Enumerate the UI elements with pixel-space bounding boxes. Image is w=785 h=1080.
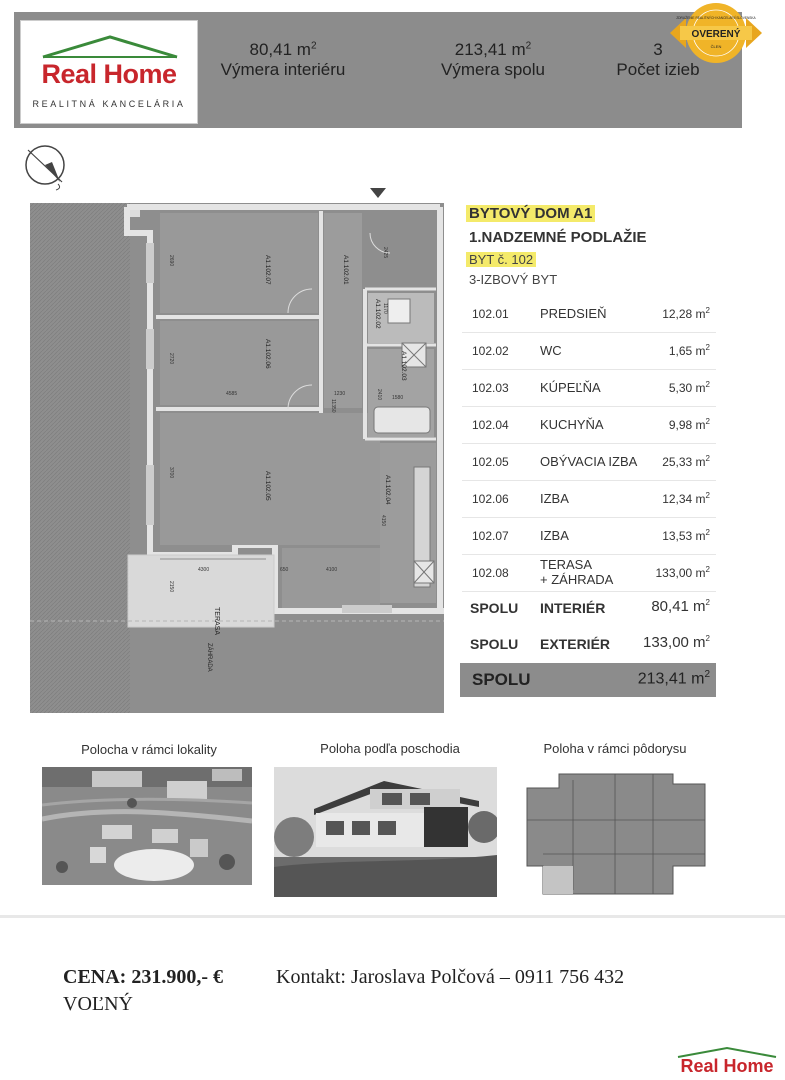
brand-name: Real Home bbox=[41, 59, 177, 89]
locality-aerial-image bbox=[42, 767, 252, 885]
unit-number: BYT č. 102 bbox=[466, 252, 536, 267]
table-row: 102.01 PREDSIEŇ 12,28 $m^2$ bbox=[462, 296, 716, 333]
label-room-102-04: A1.102.04 bbox=[384, 475, 391, 505]
dim-2690: 2690 bbox=[168, 255, 174, 267]
label-room-102-07: A1.102.07 bbox=[264, 255, 271, 285]
label-terrace: TERASA bbox=[213, 607, 220, 636]
label-room-102-03: A1.102.03 bbox=[400, 351, 407, 381]
label-garden: ZÁHRADA bbox=[206, 643, 212, 672]
table-row: 102.02 WC 1,65 $m^2$ bbox=[462, 333, 716, 370]
dim-2150: 2150 bbox=[168, 581, 174, 593]
grand-total-row: SPOLU 213,41 $m^2$ bbox=[460, 663, 716, 697]
unit-type: 3-IZBOVÝ BYT bbox=[469, 272, 558, 287]
label-room-102-02: A1.102.02 bbox=[374, 299, 381, 329]
dim-650: 650 bbox=[280, 567, 289, 573]
table-row: 102.03 KÚPEĽŇA 5,30 $m^2$ bbox=[462, 370, 716, 407]
brand-logo bbox=[20, 20, 198, 124]
dim-4100: 4100 bbox=[326, 567, 338, 573]
badge-small-text: ČLEN bbox=[710, 44, 722, 49]
price-label: CENA: 231.900,- € bbox=[63, 966, 223, 988]
label-room-102-06: A1.102.06 bbox=[264, 339, 271, 369]
roof-icon bbox=[37, 33, 183, 59]
room-table bbox=[462, 296, 716, 592]
floor-location-image bbox=[523, 770, 709, 898]
table-row: 102.04 KUCHYŇA 9,98 $m^2$ bbox=[462, 407, 716, 444]
contact-label: Kontakt: Jaroslava Polčová – 0911 756 432 bbox=[276, 966, 625, 988]
caption-plan: Poloha v rámci pôdorysu bbox=[543, 741, 687, 756]
label-room-102-05: A1.102.05 bbox=[264, 471, 271, 501]
stat-room-count: 3 Počet izieb bbox=[616, 40, 700, 79]
dim-11350: 11350 bbox=[330, 399, 336, 413]
dim-2425: 2425 bbox=[382, 247, 388, 259]
table-row: 102.06 IZBA 12,34 $m^2$ bbox=[462, 481, 716, 518]
brand-subtitle: REALITNÁ KANCELÁRIA bbox=[32, 99, 186, 109]
table-row: 102.08 TERASA + ZÁHRADA 133,00 $m^2$ bbox=[462, 555, 716, 592]
table-row: 102.05 OBÝVACIA IZBA 25,33 $m^2$ bbox=[462, 444, 716, 481]
footer-brand-logo bbox=[672, 1046, 782, 1080]
dim-1170: 1170 bbox=[382, 303, 388, 314]
availability-status: VOĽNÝ bbox=[63, 993, 133, 1015]
total-exterior-row: SPOLU EXTERIÉR 133,00 $m^2$ bbox=[470, 634, 710, 652]
verified-member-badge bbox=[670, 2, 762, 64]
dim-2410: 2410 bbox=[376, 389, 382, 401]
dim-4300: 4300 bbox=[198, 567, 210, 573]
footer-brand-name: Real Home bbox=[680, 1056, 774, 1076]
building-render-image bbox=[274, 767, 497, 897]
dim-1580: 1580 bbox=[392, 395, 404, 401]
badge-ring-text: ZDRUŽENIE REALITNÝCH KANCELÁRIÍ SLOVENSKA bbox=[676, 16, 756, 20]
floor-plan bbox=[30, 203, 444, 713]
dim-3700: 3700 bbox=[168, 467, 174, 479]
dim-4150: 4150 bbox=[380, 515, 386, 527]
building-title: BYTOVÝ DOM A1 bbox=[466, 205, 595, 222]
stat-interior-area: 80,41 $m^2$ Výmera interiéru bbox=[220, 40, 346, 79]
compass-north-icon bbox=[18, 140, 72, 194]
table-row: 102.07 IZBA 13,53 $m^2$ bbox=[462, 518, 716, 555]
total-interior-row: SPOLU INTERIÉR 80,41 $m^2$ bbox=[470, 598, 710, 616]
floor-title: 1.NADZEMNÉ PODLAŽIE bbox=[469, 229, 647, 246]
floor-plan-drawing bbox=[30, 203, 444, 713]
dim-4585: 4585 bbox=[226, 391, 238, 397]
entrance-arrow-icon bbox=[370, 188, 386, 200]
caption-floor: Poloha podľa poschodia bbox=[320, 741, 460, 756]
stat-total-area: 213,41 $m^2$ Výmera spolu bbox=[441, 40, 545, 79]
dim-1230: 1230 bbox=[334, 391, 346, 397]
caption-locality: Polocha v rámci lokality bbox=[81, 742, 217, 757]
label-room-102-01: A1.102.01 bbox=[342, 255, 349, 285]
badge-main-text: OVERENÝ bbox=[691, 29, 741, 40]
dim-2720: 2720 bbox=[168, 353, 174, 365]
section-divider bbox=[0, 915, 785, 918]
